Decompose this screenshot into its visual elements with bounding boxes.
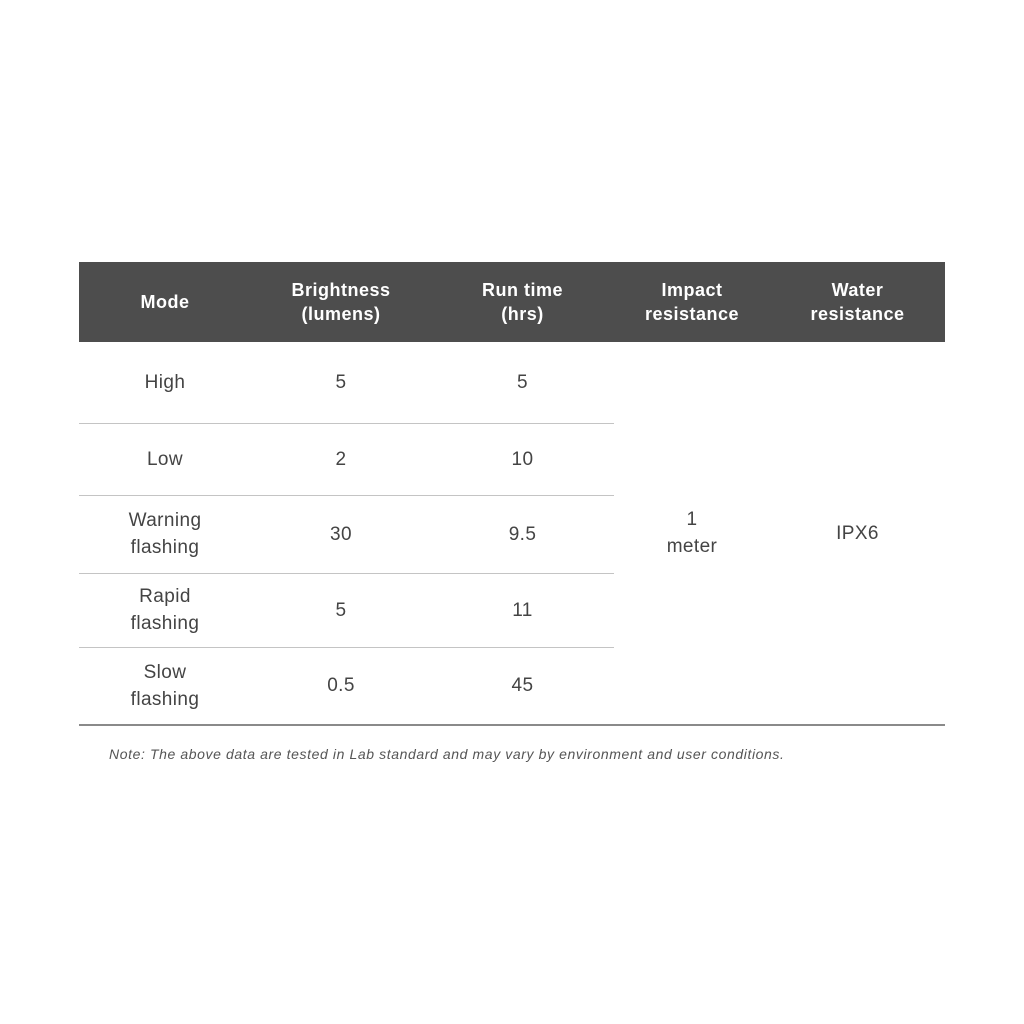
table-body bbox=[79, 342, 945, 725]
mode-cell bbox=[79, 647, 251, 725]
header-row bbox=[79, 262, 945, 342]
header-brightness bbox=[251, 262, 431, 342]
mode-label-line1: Rapid bbox=[139, 586, 191, 607]
mode-label-line1: Warning bbox=[128, 510, 202, 531]
brightness-cell: 0.5 bbox=[251, 647, 431, 725]
water-resistance-cell: IPX6 bbox=[770, 342, 945, 725]
impact-value-line1: 1 bbox=[686, 509, 698, 530]
header-run-time bbox=[431, 262, 614, 342]
header-mode bbox=[79, 262, 251, 342]
table-header bbox=[79, 262, 945, 342]
header-brightness-line2: (lumens) bbox=[301, 304, 381, 324]
header-brightness-line1: Brightness bbox=[291, 280, 391, 300]
header-impact-line1: Impact bbox=[661, 280, 723, 300]
mode-cell bbox=[79, 573, 251, 647]
mode-cell bbox=[79, 495, 251, 573]
mode-cell bbox=[79, 342, 251, 423]
table-row bbox=[79, 342, 945, 423]
mode-cell bbox=[79, 423, 251, 495]
run-time-cell: 9.5 bbox=[431, 495, 614, 573]
brightness-cell: 5 bbox=[251, 573, 431, 647]
mode-label-line1: Slow bbox=[143, 661, 187, 683]
run-time-cell: 45 bbox=[431, 647, 614, 725]
run-time-cell: 10 bbox=[431, 423, 614, 495]
run-time-cell: 5 bbox=[431, 342, 614, 423]
mode-label-line2: flashing bbox=[130, 688, 200, 710]
header-run-time-line1: Run time bbox=[481, 280, 563, 300]
impact-resistance-cell bbox=[614, 342, 770, 725]
mode-label: High bbox=[144, 371, 186, 393]
header-mode-line1: Mode bbox=[140, 292, 190, 312]
brightness-cell: 5 bbox=[251, 342, 431, 423]
header-water-resistance bbox=[770, 262, 945, 342]
run-time-cell: 11 bbox=[431, 573, 614, 647]
mode-label-line2: flashing bbox=[130, 613, 200, 634]
spec-table bbox=[79, 262, 945, 726]
impact-value-line2: meter bbox=[666, 536, 718, 557]
header-impact-resistance bbox=[614, 262, 770, 342]
header-impact-line2: resistance bbox=[644, 304, 740, 324]
header-water-line2: resistance bbox=[810, 304, 905, 324]
header-water-line1: Water bbox=[831, 280, 884, 300]
header-run-time-line2: (hrs) bbox=[501, 304, 544, 324]
footnote: Note: The above data are tested in Lab standard and may vary by environment and user conditions. bbox=[109, 746, 785, 762]
brightness-cell: 30 bbox=[251, 495, 431, 573]
mode-label: Low bbox=[146, 448, 184, 470]
brightness-cell: 2 bbox=[251, 423, 431, 495]
mode-label-line2: flashing bbox=[130, 537, 200, 558]
